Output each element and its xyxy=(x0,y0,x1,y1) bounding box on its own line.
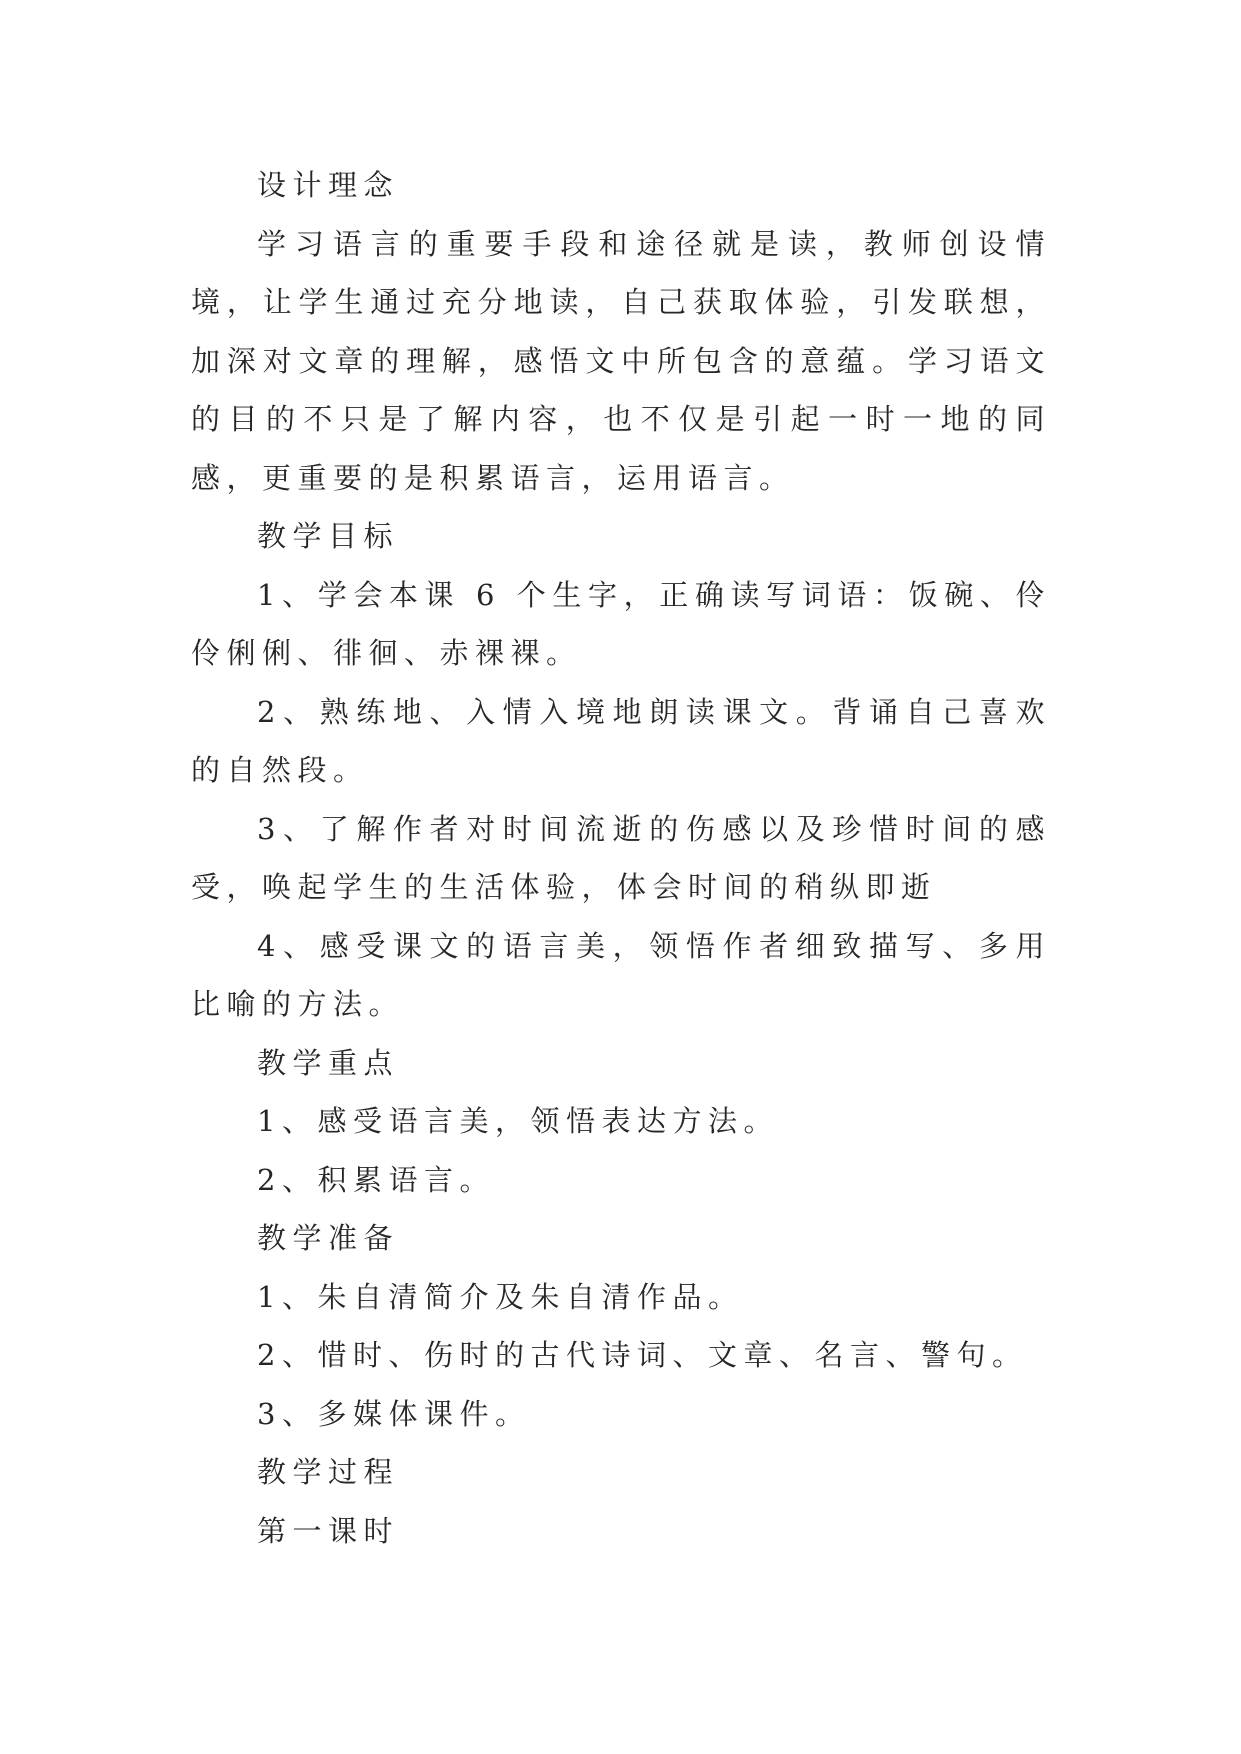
section-heading-teaching-focus: 教学重点 xyxy=(257,1045,400,1080)
focus-item-2: 2、积累语言。 xyxy=(257,1162,495,1197)
goal-item-3: 3、了解作者对时间流逝的伤感以及珍惜时间的感受，唤起学生的生活体验，体会时间的稍纵即逝 xyxy=(191,811,1051,904)
preparation-item-1: 1、朱自清简介及朱自清作品。 xyxy=(257,1279,744,1314)
section-heading-teaching-goals: 教学目标 xyxy=(257,519,400,553)
section-heading-design-concept: 设计理念 xyxy=(257,168,400,202)
preparation-item-3: 3、多媒体课件。 xyxy=(257,1396,531,1431)
section-heading-preparation: 教学准备 xyxy=(257,1221,400,1255)
goal-item-2: 2、熟练地、入情入境地朗读课文。背诵自己喜欢的自然段。 xyxy=(191,694,1051,787)
goal-item-4: 4、感受课文的语言美，领悟作者细致描写、多用比喻的方法。 xyxy=(191,928,1051,1021)
document-body xyxy=(191,156,1051,1560)
section-heading-first-lesson: 第一课时 xyxy=(257,1513,400,1548)
section-heading-teaching-process: 教学过程 xyxy=(257,1455,400,1489)
preparation-item-2: 2、惜时、伤时的古代诗词、文章、名言、警句。 xyxy=(257,1338,1028,1372)
focus-item-1: 1、感受语言美，领悟表达方法。 xyxy=(257,1104,779,1138)
paragraph-design-concept: 学习语言的重要手段和途径就是读，教师创设情境，让学生通过充分地读，自己获取体验，引发联想，加深对文章的理解，感悟文中所包含的意蕴。学习语文的目的不只是了解内容，也不仅是引起一时一地的同感，更重要的是积累语言，运用语言。 xyxy=(191,226,1051,495)
goal-item-1: 1、学会本课 6 个生字，正确读写词语：饭碗、伶伶俐俐、徘徊、赤裸裸。 xyxy=(191,577,1051,670)
